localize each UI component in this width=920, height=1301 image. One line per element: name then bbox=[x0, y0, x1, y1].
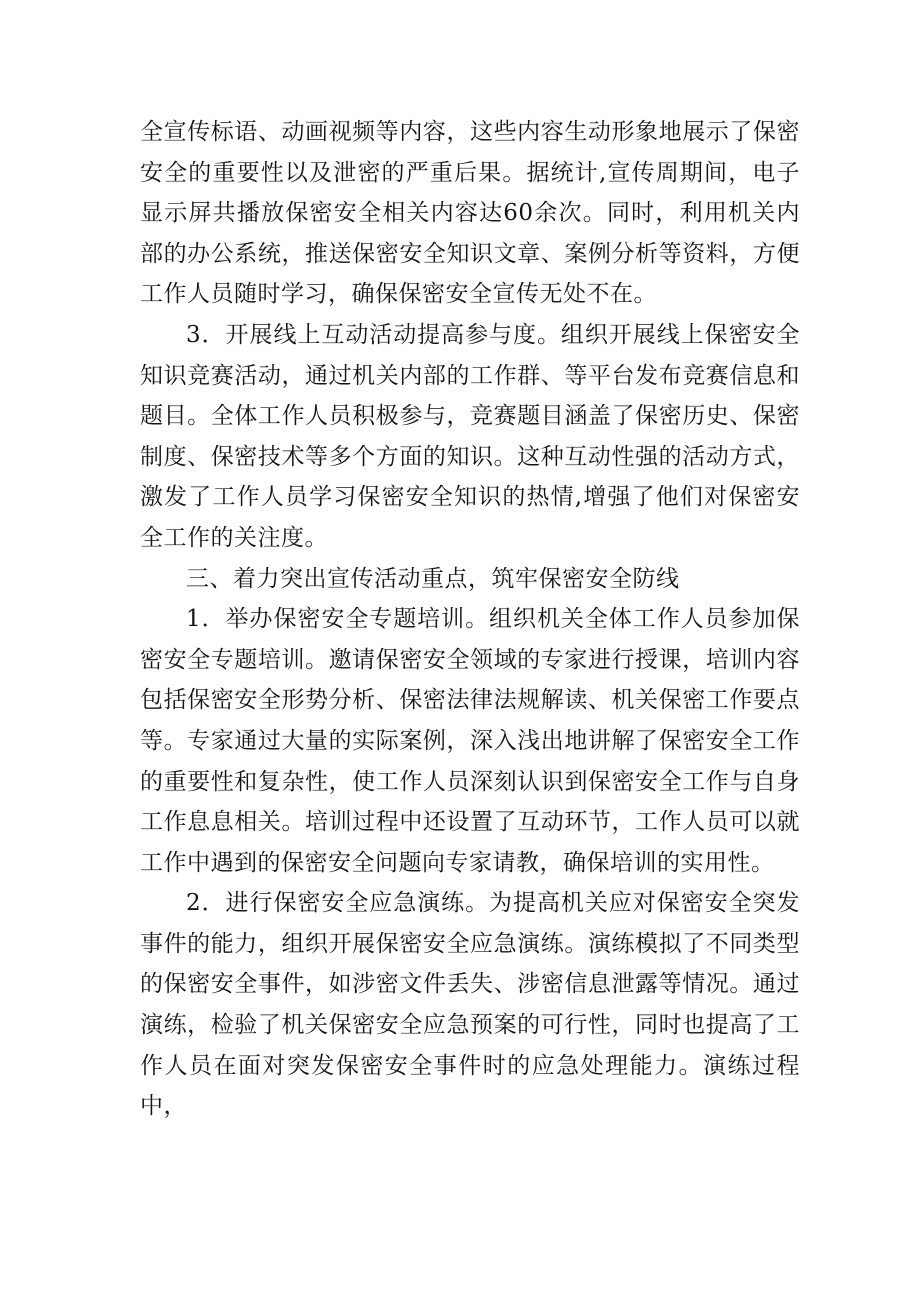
paragraph-continuation: 全宣传标语、动画视频等内容，这些内容生动形象地展示了保密安全的重要性以及泄密的严重后果。据统计,宣传周期间，电子显示屏共播放保密安全相关内容达60余次。同时，利用机关内部的办公系统，推送保密安全知识文章、案例分析等资料，方便工作人员随时学习，确保保密安全宣传无处不在。 bbox=[140, 119, 800, 308]
paragraph-item-1: 1．举办保密安全专题培训。组织机关全体工作人员参加保密安全专题培训。邀请保密安全领域的专家进行授课，培训内容包括保密安全形势分析、保密法律法规解读、机关保密工作要点等。专家通过大量的实际案例，深入浅出地讲解了保密安全工作的重要性和复杂性，使工作人员深刻认识到保密安全工作与自身工作息息相关。培训过程中还设置了互动环节，工作人员可以就工作中遇到的保密安全问题向专家请教，确保培训的实用性。 bbox=[140, 606, 800, 876]
paragraph-item-2: 2．进行保密安全应急演练。为提高机关应对保密安全突发事件的能力，组织开展保密安全应急演练。演练模拟了不同类型的保密安全事件，如涉密文件丢失、涉密信息泄露等情况。通过演练，检验了机关保密安全应急预案的可行性，同时也提高了工作人员在面对突发保密安全事件时的应急处理能力。演练过程中， bbox=[140, 890, 800, 1120]
document-body bbox=[140, 112, 800, 1127]
section-heading: 三、着力突出宣传活动重点，筑牢保密安全防线 bbox=[186, 565, 680, 592]
paragraph-item-3: 3．开展线上互动活动提高参与度。组织开展线上保密安全知识竞赛活动，通过机关内部的工作群、等平台发布竞赛信息和题目。全体工作人员积极参与，竞赛题目涵盖了保密历史、保密制度、保密技术等多个方面的知识。这种互动性强的活动方式，激发了工作人员学习保密安全知识的热情,增强了他们对保密安全工作的关注度。 bbox=[140, 321, 800, 551]
